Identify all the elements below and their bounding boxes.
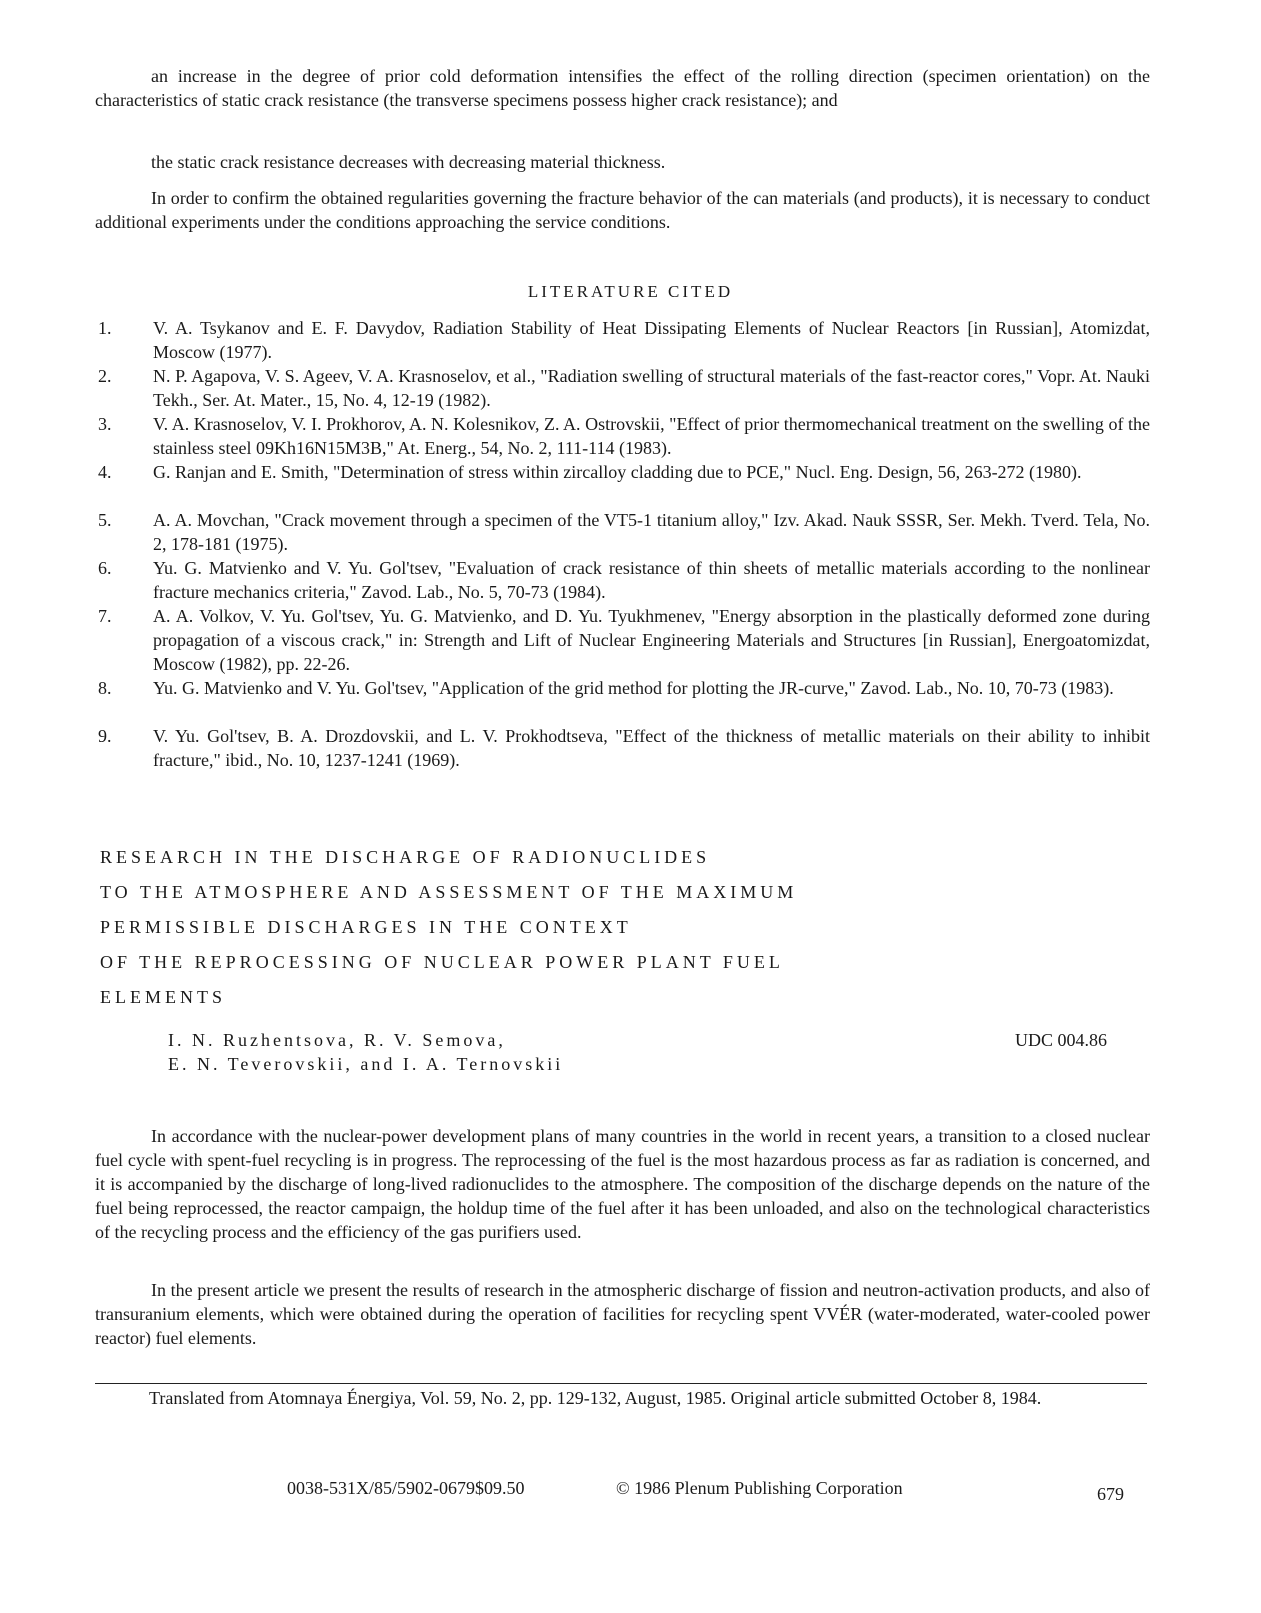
translation-footnote-text: Translated from Atomnaya Énergiya, Vol. 59, No. 2, pp. 129-132, August, 1985. Original article submitted October 8, 1984. — [149, 1388, 1042, 1408]
reference-text: G. Ranjan and E. Smith, "Determination of stress within zircalloy cladding due to PCE," Nucl. Eng. Design, 56, 263-272 (1980). — [153, 462, 1082, 482]
reference-text: Yu. G. Matvienko and V. Yu. Gol'tsev, "Evaluation of crack resistance of thin sheets of metallic materials according to the nonlinear fracture mechanics criteria," Zavod. Lab., No. 5, 70-73 (1984). — [153, 558, 1150, 602]
translation-footnote — [95, 1386, 1155, 1410]
literature-heading: LITERATURE CITED — [527, 282, 734, 301]
reference-item — [95, 676, 1150, 700]
reference-number: 7. — [98, 606, 112, 626]
reference-text: A. A. Movchan, "Crack movement through a specimen of the VT5-1 titanium alloy," Izv. Akad. Nauk SSSR, Ser. Mekh. Tverd. Tela, No. 2, 178-181 (1975). — [153, 510, 1150, 554]
reference-item — [95, 724, 1150, 772]
reference-item — [95, 316, 1150, 364]
article-title-line: ELEMENTS — [100, 987, 226, 1007]
article-paragraph-1 — [95, 1124, 1150, 1244]
author-line: E. N. Teverovskii, and I. A. Ternovskii — [168, 1054, 564, 1074]
article-title-line: PERMISSIBLE DISCHARGES IN THE CONTEXT — [100, 917, 632, 937]
reference-text: Yu. G. Matvienko and V. Yu. Gol'tsev, "Application of the grid method for plotting the JR-curve," Zavod. Lab., No. 10, 70-73 (1983). — [153, 678, 1114, 698]
reference-number: 8. — [98, 678, 112, 698]
page-number: 679 — [1097, 1484, 1124, 1504]
footnote-divider — [95, 1383, 1147, 1384]
article-authors — [168, 1028, 868, 1076]
reference-number: 4. — [98, 462, 112, 482]
continuation-paragraph-2 — [95, 150, 1150, 174]
article-paragraph-2 — [95, 1278, 1150, 1350]
reference-text: A. A. Volkov, V. Yu. Gol'tsev, Yu. G. Matvienko, and D. Yu. Tyukhmenev, "Energy absorption in the plastically deformed zone during propagation of a viscous crack," in: Strength and Lift of Nuclear Engineering Materials and Structures [in Russian], Energoatomizdat, Moscow (1982), pp. 22-26. — [153, 606, 1150, 674]
article-paragraph-2-text: In the present article we present the results of research in the atmospheric discharge of fission and neutron-activation products, and also of transuranium elements, which were obtained during the operation of facilities for recycling spent VVÉR (water-moderated, water-cooled power reactor) fuel elements. — [95, 1280, 1150, 1348]
article-title-line: OF THE REPROCESSING OF NUCLEAR POWER PLANT FUEL — [100, 952, 784, 972]
reference-item — [95, 460, 1150, 484]
continuation-paragraph-2-text: the static crack resistance decreases with decreasing material thickness. — [151, 152, 666, 172]
reference-item — [95, 364, 1150, 412]
copyright-notice: © 1986 Plenum Publishing Corporation — [616, 1478, 903, 1498]
reference-number: 6. — [98, 558, 112, 578]
reference-text: N. P. Agapova, V. S. Ageev, V. A. Krasnoselov, et al., "Radiation swelling of structural materials of the fast-reactor cores," Vopr. At. Nauki Tekh., Ser. At. Mater., 15, No. 4, 12-19 (1982). — [153, 366, 1150, 410]
continuation-paragraph-3 — [95, 186, 1150, 234]
continuation-paragraph-1-text: an increase in the degree of prior cold deformation intensifies the effect of the rolling direction (specimen orientation) on the characteristics of static crack resistance (the transverse specimens possess higher crack resistance); and — [95, 66, 1150, 110]
article-paragraph-1-text: In accordance with the nuclear-power development plans of many countries in the world in recent years, a transition to a closed nuclear fuel cycle with spent-fuel recycling is in progress. The reprocessing of the fuel is the most hazardous process as far as radiation is concerned, and it is accompanied by the discharge of long-lived radionuclides to the atmosphere. The composition of the discharge depends on the nature of the fuel being reprocessed, the reactor campaign, the holdup time of the fuel after it has been unloaded, and also on the technological characteristics of the recycling process and the efficiency of the gas purifiers used. — [95, 1126, 1150, 1242]
continuation-paragraph-3-text: In order to confirm the obtained regularities governing the fracture behavior of the can materials (and products), it is necessary to conduct additional experiments under the conditions approaching the service conditions. — [95, 188, 1150, 232]
udc-code: UDC 004.86 — [1015, 1030, 1108, 1050]
continuation-paragraph-1 — [95, 64, 1150, 112]
reference-number: 1. — [98, 318, 112, 338]
reference-item — [95, 604, 1150, 676]
reference-text: V. A. Krasnoselov, V. I. Prokhorov, A. N. Kolesnikov, Z. A. Ostrovskii, "Effect of prior thermomechanical treatment on the swelling of the stainless steel 09Kh16N15M3B," At. Energ., 54, No. 2, 111-114 (1983). — [153, 414, 1150, 458]
reference-item — [95, 412, 1150, 460]
article-code: 0038-531X/85/5902-0679$09.50 — [287, 1478, 525, 1498]
reference-text: V. A. Tsykanov and E. F. Davydov, Radiation Stability of Heat Dissipating Elements of Nuclear Reactors [in Russian], Atomizdat, Moscow (1977). — [153, 318, 1150, 362]
reference-text: V. Yu. Gol'tsev, B. A. Drozdovskii, and L. V. Prokhodtseva, "Effect of the thickness of metallic materials on their ability to inhibit fracture," ibid., No. 10, 1237-1241 (1969). — [153, 726, 1150, 770]
reference-number: 3. — [98, 414, 112, 434]
reference-number: 5. — [98, 510, 112, 530]
reference-number: 2. — [98, 366, 112, 386]
author-line: I. N. Ruzhentsova, R. V. Semova, — [168, 1030, 506, 1050]
reference-item — [95, 556, 1150, 604]
article-title-line: RESEARCH IN THE DISCHARGE OF RADIONUCLIDES — [100, 847, 711, 867]
reference-number: 9. — [98, 726, 112, 746]
reference-item — [95, 508, 1150, 556]
article-title-line: TO THE ATMOSPHERE AND ASSESSMENT OF THE MAXIMUM — [100, 882, 798, 902]
article-title — [100, 840, 900, 1015]
